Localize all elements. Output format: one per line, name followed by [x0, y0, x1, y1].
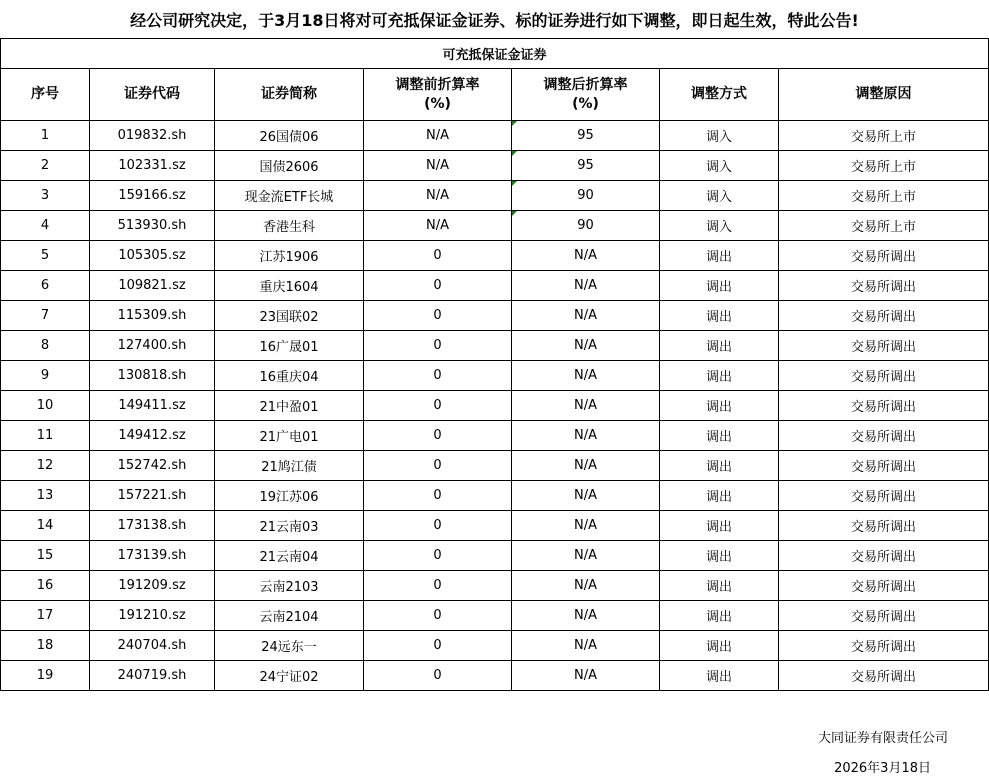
col-rate-before-cell: 0 — [364, 391, 512, 421]
announcement-date: 2026年3月18日 — [834, 761, 931, 776]
col-method-cell: 调出 — [660, 271, 779, 301]
company-name: 大同证券有限责任公司 — [817, 731, 948, 746]
col-rate-after-header: 调整后折算率 (%) — [512, 69, 660, 121]
col-name-cell: 现金流ETF长城 — [215, 181, 364, 211]
table-row — [1, 331, 989, 361]
table-row — [1, 361, 989, 391]
col-rate-after-cell: N/A — [512, 631, 660, 661]
col-code-cell: 149412.sz — [90, 421, 215, 451]
col-reason-cell: 交易所调出 — [779, 511, 989, 541]
col-method-cell: 调出 — [660, 361, 779, 391]
table-row — [1, 601, 989, 631]
col-seq-cell: 3 — [1, 181, 90, 211]
col-method-cell: 调出 — [660, 451, 779, 481]
col-reason-cell: 交易所调出 — [779, 631, 989, 661]
col-code-cell: 240719.sh — [90, 661, 215, 691]
col-rate-after-cell: N/A — [512, 451, 660, 481]
col-seq-cell: 15 — [1, 541, 90, 571]
col-name-cell: 21广电01 — [215, 421, 364, 451]
col-name-cell: 香港生科 — [215, 211, 364, 241]
col-code-cell: 152742.sh — [90, 451, 215, 481]
col-name-header: 证券简称 — [215, 69, 364, 121]
table-row — [1, 421, 989, 451]
col-name-cell: 16广晟01 — [215, 331, 364, 361]
col-method-cell: 调出 — [660, 481, 779, 511]
col-name-cell: 23国联02 — [215, 301, 364, 331]
table-body — [1, 121, 989, 691]
col-reason-cell: 交易所调出 — [779, 541, 989, 571]
col-name-cell: 21鸠江债 — [215, 451, 364, 481]
col-code-cell: 102331.sz — [90, 151, 215, 181]
col-seq-cell: 7 — [1, 301, 90, 331]
col-code-cell: 019832.sh — [90, 121, 215, 151]
col-name-cell: 21云南03 — [215, 511, 364, 541]
col-name-cell: 重庆1604 — [215, 271, 364, 301]
col-reason-cell: 交易所上市 — [779, 211, 989, 241]
col-reason-cell: 交易所上市 — [779, 151, 989, 181]
col-method-cell: 调入 — [660, 151, 779, 181]
col-rate-after-cell: N/A — [512, 571, 660, 601]
col-seq-cell: 6 — [1, 271, 90, 301]
col-reason-cell: 交易所调出 — [779, 301, 989, 331]
col-seq-cell: 14 — [1, 511, 90, 541]
col-seq-cell: 1 — [1, 121, 90, 151]
col-name-cell: 21云南04 — [215, 541, 364, 571]
col-seq-cell: 9 — [1, 361, 90, 391]
col-name-cell: 云南2103 — [215, 571, 364, 601]
col-rate-after-cell: N/A — [512, 481, 660, 511]
col-reason-cell: 交易所调出 — [779, 601, 989, 631]
col-name-cell: 21中盈01 — [215, 391, 364, 421]
col-method-cell: 调出 — [660, 601, 779, 631]
table-row — [1, 211, 989, 241]
col-name-cell: 26国债06 — [215, 121, 364, 151]
col-reason-cell: 交易所调出 — [779, 421, 989, 451]
col-reason-cell: 交易所上市 — [779, 181, 989, 211]
table-row — [1, 631, 989, 661]
col-rate-before-cell: 0 — [364, 241, 512, 271]
col-reason-header: 调整原因 — [779, 69, 989, 121]
table-row — [1, 241, 989, 271]
table-row — [1, 451, 989, 481]
table-row — [1, 181, 989, 211]
col-seq-cell: 11 — [1, 421, 90, 451]
table-row — [1, 481, 989, 511]
table-row — [1, 391, 989, 421]
col-reason-cell: 交易所上市 — [779, 121, 989, 151]
col-seq-cell: 13 — [1, 481, 90, 511]
table-row — [1, 271, 989, 301]
col-code-cell: 513930.sh — [90, 211, 215, 241]
table-row — [1, 151, 989, 181]
col-method-cell: 调出 — [660, 331, 779, 361]
col-code-header: 证券代码 — [90, 69, 215, 121]
col-rate-after-cell: N/A — [512, 511, 660, 541]
col-method-cell: 调出 — [660, 301, 779, 331]
col-reason-cell: 交易所调出 — [779, 481, 989, 511]
col-rate-after-cell: N/A — [512, 271, 660, 301]
col-rate-before-cell: 0 — [364, 601, 512, 631]
col-rate-before-cell: 0 — [364, 451, 512, 481]
col-code-cell: 115309.sh — [90, 301, 215, 331]
col-rate-before-cell: N/A — [364, 121, 512, 151]
col-code-cell: 157221.sh — [90, 481, 215, 511]
col-seq-cell: 4 — [1, 211, 90, 241]
col-rate-before-cell: 0 — [364, 661, 512, 691]
col-rate-after-cell: 95 — [512, 151, 660, 181]
col-seq-header: 序号 — [1, 69, 90, 121]
col-seq-cell: 18 — [1, 631, 90, 661]
col-method-cell: 调出 — [660, 511, 779, 541]
col-method-cell: 调出 — [660, 241, 779, 271]
col-code-cell: 191210.sz — [90, 601, 215, 631]
col-method-cell: 调入 — [660, 181, 779, 211]
comment-marker-icon — [512, 211, 517, 216]
col-rate-before-cell: 0 — [364, 511, 512, 541]
col-seq-cell: 2 — [1, 151, 90, 181]
col-method-header: 调整方式 — [660, 69, 779, 121]
col-method-cell: 调入 — [660, 121, 779, 151]
col-rate-before-cell: 0 — [364, 331, 512, 361]
col-reason-cell: 交易所调出 — [779, 451, 989, 481]
col-rate-after-cell: N/A — [512, 661, 660, 691]
column-header-row — [1, 69, 989, 121]
col-rate-after-cell: 95 — [512, 121, 660, 151]
col-rate-before-cell: N/A — [364, 181, 512, 211]
announcement-headline: 经公司研究决定，于3月18日将对可充抵保证金证券、标的证券进行如下调整，即日起生效，特此公告! — [130, 10, 859, 30]
col-code-cell: 159166.sz — [90, 181, 215, 211]
col-code-cell: 109821.sz — [90, 271, 215, 301]
col-code-cell: 173139.sh — [90, 541, 215, 571]
col-rate-after-cell: 90 — [512, 181, 660, 211]
col-seq-cell: 12 — [1, 451, 90, 481]
col-rate-after-cell: N/A — [512, 421, 660, 451]
col-code-cell: 127400.sh — [90, 331, 215, 361]
col-method-cell: 调出 — [660, 631, 779, 661]
comment-marker-icon — [512, 121, 517, 126]
col-rate-before-cell: 0 — [364, 421, 512, 451]
col-rate-after-cell: N/A — [512, 301, 660, 331]
col-rate-after-cell: N/A — [512, 361, 660, 391]
col-method-cell: 调出 — [660, 391, 779, 421]
col-code-cell: 130818.sh — [90, 361, 215, 391]
table-row — [1, 121, 989, 151]
col-rate-before-cell: 0 — [364, 541, 512, 571]
col-code-cell: 149411.sz — [90, 391, 215, 421]
col-method-cell: 调出 — [660, 661, 779, 691]
col-code-cell: 240704.sh — [90, 631, 215, 661]
col-rate-before-cell: N/A — [364, 211, 512, 241]
col-reason-cell: 交易所调出 — [779, 241, 989, 271]
col-name-cell: 国债2606 — [215, 151, 364, 181]
col-seq-cell: 5 — [1, 241, 90, 271]
table-row — [1, 301, 989, 331]
col-seq-cell: 10 — [1, 391, 90, 421]
col-reason-cell: 交易所调出 — [779, 331, 989, 361]
col-rate-before-cell: 0 — [364, 301, 512, 331]
col-rate-after-cell: N/A — [512, 541, 660, 571]
col-rate-before-cell: 0 — [364, 361, 512, 391]
col-method-cell: 调出 — [660, 571, 779, 601]
col-rate-after-cell: N/A — [512, 331, 660, 361]
col-rate-before-cell: 0 — [364, 631, 512, 661]
table-row — [1, 571, 989, 601]
col-rate-after-cell: N/A — [512, 241, 660, 271]
col-code-cell: 173138.sh — [90, 511, 215, 541]
col-reason-cell: 交易所调出 — [779, 271, 989, 301]
col-name-cell: 16重庆04 — [215, 361, 364, 391]
col-name-cell: 云南2104 — [215, 601, 364, 631]
col-seq-cell: 8 — [1, 331, 90, 361]
col-code-cell: 105305.sz — [90, 241, 215, 271]
col-rate-before-header: 调整前折算率 (%) — [364, 69, 512, 121]
col-rate-after-cell: N/A — [512, 391, 660, 421]
col-rate-after-cell: 90 — [512, 211, 660, 241]
table-row — [1, 511, 989, 541]
comment-marker-icon — [512, 181, 517, 186]
col-name-cell: 24宁证02 — [215, 661, 364, 691]
col-name-cell: 24远东一 — [215, 631, 364, 661]
col-seq-cell: 19 — [1, 661, 90, 691]
table-row — [1, 541, 989, 571]
col-rate-before-cell: 0 — [364, 571, 512, 601]
col-seq-cell: 17 — [1, 601, 90, 631]
col-reason-cell: 交易所调出 — [779, 361, 989, 391]
col-method-cell: 调出 — [660, 421, 779, 451]
col-method-cell: 调出 — [660, 541, 779, 571]
col-method-cell: 调入 — [660, 211, 779, 241]
col-reason-cell: 交易所调出 — [779, 661, 989, 691]
table-row — [1, 661, 989, 691]
col-name-cell: 19江苏06 — [215, 481, 364, 511]
col-reason-cell: 交易所调出 — [779, 571, 989, 601]
col-rate-before-cell: N/A — [364, 151, 512, 181]
col-seq-cell: 16 — [1, 571, 90, 601]
col-code-cell: 191209.sz — [90, 571, 215, 601]
col-rate-before-cell: 0 — [364, 271, 512, 301]
securities-table — [0, 38, 989, 691]
table-title: 可充抵保证金证券 — [1, 39, 989, 69]
col-reason-cell: 交易所调出 — [779, 391, 989, 421]
col-rate-before-cell: 0 — [364, 481, 512, 511]
col-rate-after-cell: N/A — [512, 601, 660, 631]
comment-marker-icon — [512, 151, 517, 156]
col-name-cell: 江苏1906 — [215, 241, 364, 271]
